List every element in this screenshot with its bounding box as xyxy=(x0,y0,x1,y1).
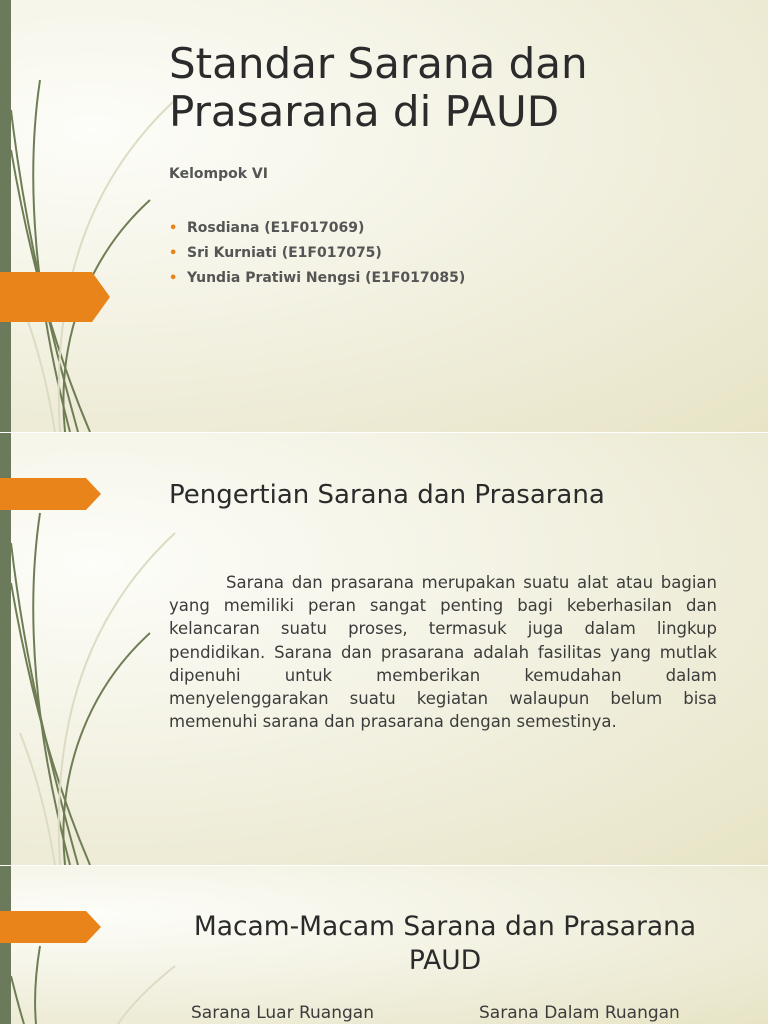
definition-paragraph: Sarana dan prasarana merupakan suatu alat atau bagian yang memiliki peran sangat penting bagi keberhasilan dan kelancaran suatu proses, termasuk juga dalam lingkup pendidikan. Sarana dan prasarana adalah fasilitas yang mutlak dipenuhi untuk memberikan kemudahan dalam menyelenggarakan suatu kegiatan walaupun belum bisa memenuhi sarana dan prasarana dengan semestinya. xyxy=(169,573,717,732)
group-label: Kelompok VI xyxy=(169,166,268,182)
slide-heading: Pengertian Sarana dan Prasarana xyxy=(169,480,605,510)
presentation-title xyxy=(169,40,749,136)
title-line-1: Standar Sarana dan xyxy=(169,39,588,88)
slide-heading xyxy=(160,910,730,978)
slide-types xyxy=(0,866,768,1024)
member-list xyxy=(169,216,465,291)
list-item xyxy=(169,241,465,266)
member-name: Rosdiana (E1F017069) xyxy=(187,220,365,236)
list-item xyxy=(169,216,465,241)
heading-line-2: PAUD xyxy=(408,945,482,976)
heading-line-1: Macam-Macam Sarana dan Prasarana xyxy=(193,911,697,942)
column-heading-outdoor: Sarana Luar Ruangan xyxy=(191,1003,374,1023)
bullet-icon: • xyxy=(169,246,178,261)
slide-title xyxy=(0,0,768,432)
orange-tag-icon xyxy=(0,272,112,322)
list-item xyxy=(169,266,465,291)
column-heading-indoor: Sarana Dalam Ruangan xyxy=(479,1003,680,1023)
member-name: Yundia Pratiwi Nengsi (E1F017085) xyxy=(187,270,466,286)
orange-tag-icon xyxy=(0,478,104,512)
orange-tag-icon xyxy=(0,911,104,945)
bullet-icon: • xyxy=(169,271,178,286)
member-name: Sri Kurniati (E1F017075) xyxy=(187,245,382,261)
slide-definition xyxy=(0,433,768,865)
title-line-2: Prasarana di PAUD xyxy=(169,87,560,136)
bullet-icon: • xyxy=(169,221,178,236)
